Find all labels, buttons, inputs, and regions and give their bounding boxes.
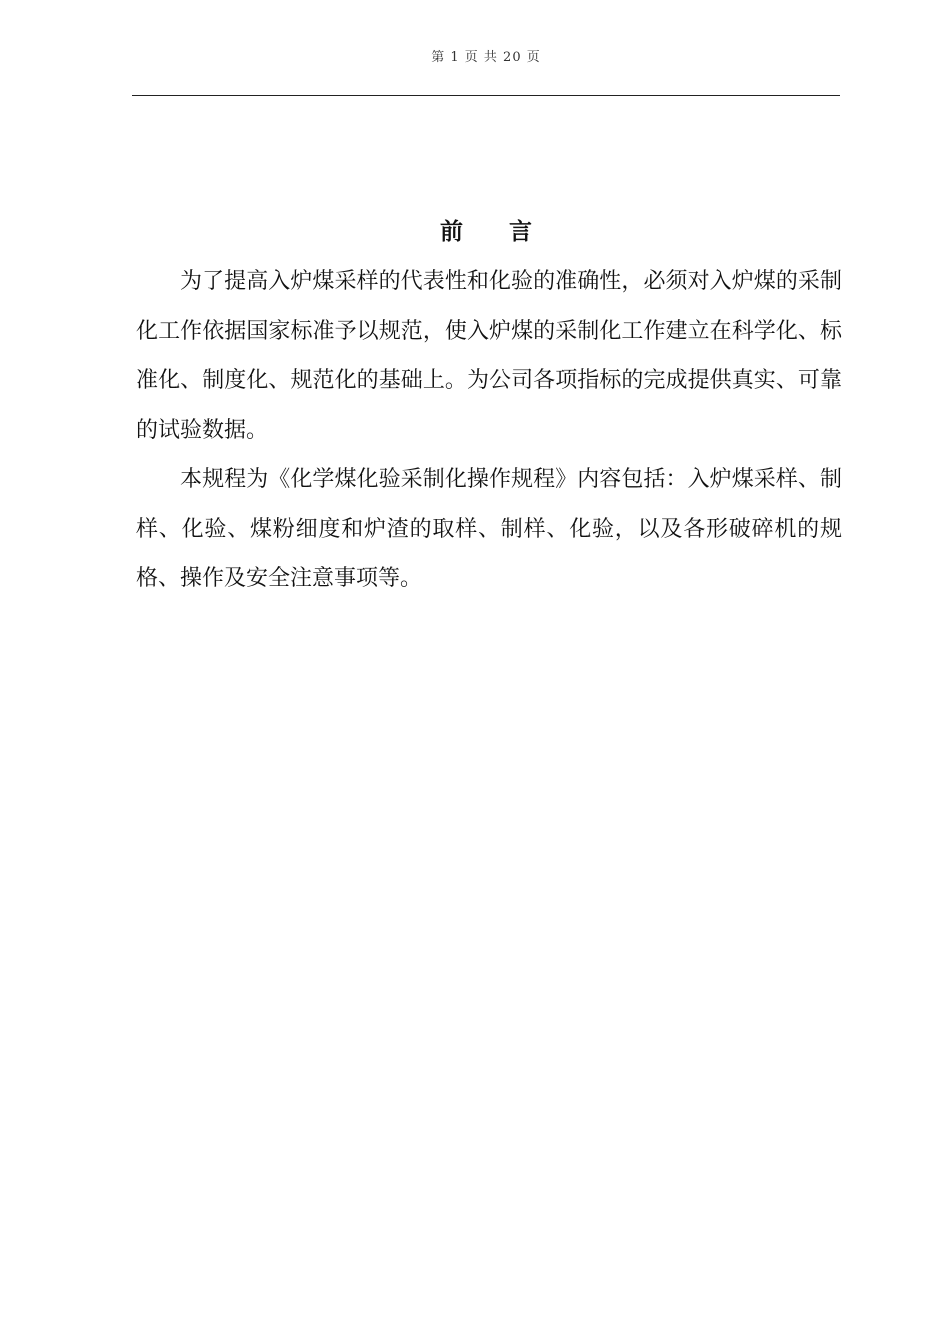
title-char-2: 言 <box>509 219 532 245</box>
header-divider <box>132 95 840 96</box>
document-title <box>0 213 950 246</box>
page-number-header: 第 1 页 共 20 页 <box>431 50 541 65</box>
title-char-1: 前 <box>440 219 463 245</box>
paragraph-scope: 本规程为《化学煤化验采制化操作规程》内容包括：入炉煤采样、制样、化验、煤粉细度和炉渣的取样、制样、化验，以及各形破碎机的规格、操作及安全注意事项等。 <box>136 467 842 591</box>
document-body <box>136 257 842 604</box>
paragraph-purpose: 为了提高入炉煤采样的代表性和化验的准确性，必须对入炉煤的采制化工作依据国家标准予以规范，使入炉煤的采制化工作建立在科学化、标准化、制度化、规范化的基础上。为公司各项指标的完成提供真实、可靠的试验数据。 <box>136 269 842 443</box>
